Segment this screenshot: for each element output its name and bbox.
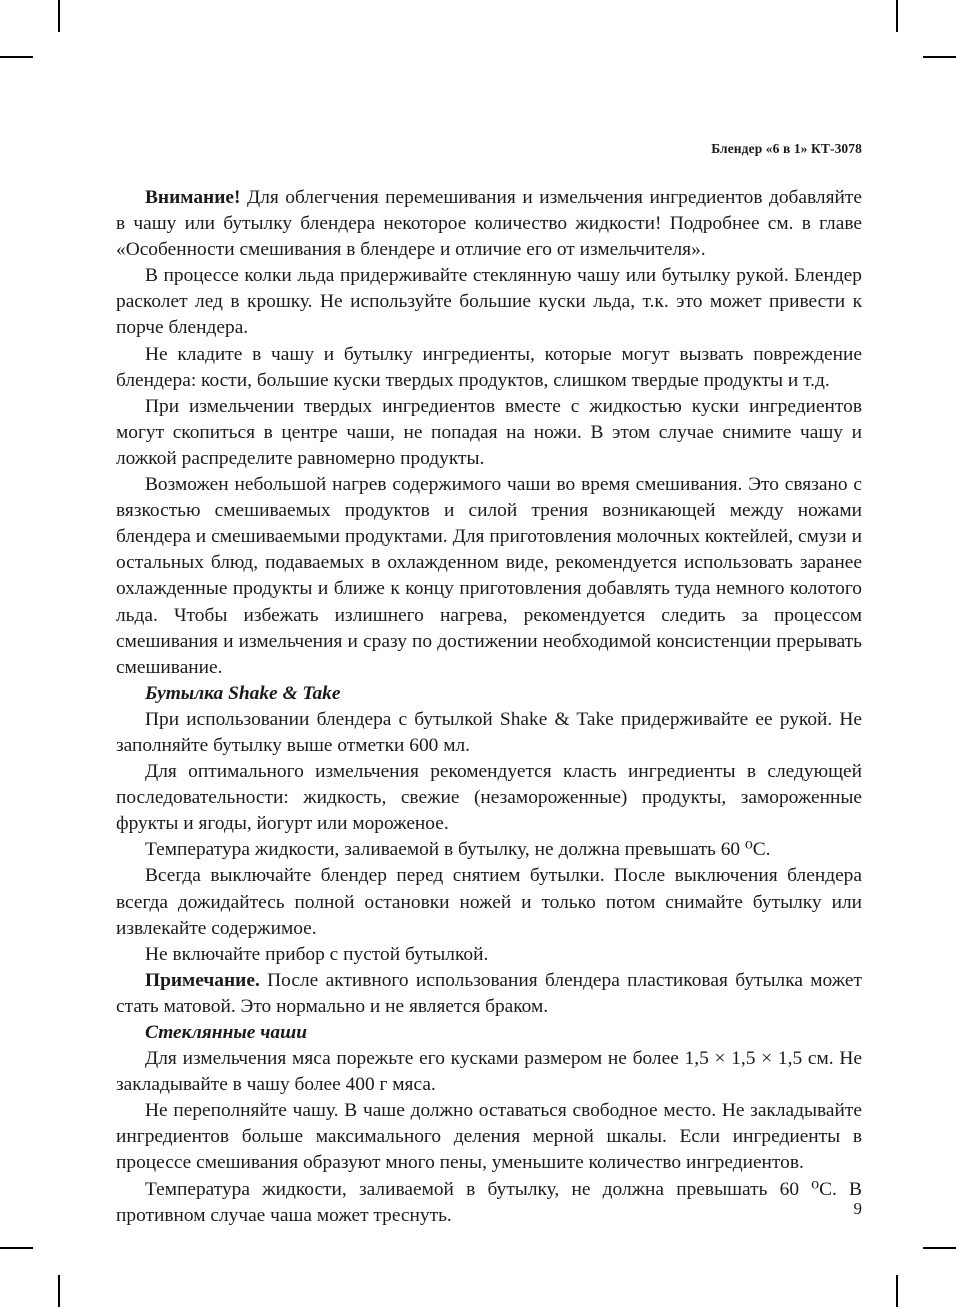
- paragraph-text: Для облегчения перемешивания и измельчения ингредиентов добавляйте в чашу или бутылку блендера некоторое количество жидкости! Подробнее см. в главе «Особенности смешивания в блендере и отличие его от измельчителя».: [116, 187, 862, 261]
- body-paragraph: Не включайте прибор с пустой бутылкой.: [145, 943, 489, 965]
- body-paragraph: В процессе колки льда придерживайте стеклянную чашу или бутылку рукой. Блендер расколет лед в крошку. Не используйте большие куски льда, т.к. это может привести к порче блендера.: [116, 265, 862, 339]
- body-paragraph: [116, 185, 862, 263]
- body-paragraph: Не кладите в чашу и бутылку ингредиенты, которые могут вызвать повреждение блендера: кости, большие куски твердых продуктов, слишком твердые продукты и т.д.: [116, 343, 862, 391]
- crop-mark-top-right-vertical: [896, 0, 898, 32]
- body-paragraph: Всегда выключайте блендер перед снятием бутылки. После выключения блендера всегда дожидайтесь полной остановки ножей и только потом снимайте бутылку или извлекайте содержимое.: [116, 865, 862, 939]
- paragraph-lead-in: Внимание!: [145, 187, 241, 208]
- running-head: Блендер «6 в 1» КТ-3078: [711, 141, 862, 156]
- section-subheading: Стеклянные чаши: [145, 1022, 308, 1043]
- crop-mark-top-right-horizontal: [923, 56, 956, 58]
- paragraph-lead-in: Примечание.: [145, 969, 260, 991]
- body-paragraph: Для оптимального измельчения рекомендуется класть ингредиенты в следующей последовательности: жидкость, свежие (незамороженные) продукты, замороженные фрукты и ягоды, йогурт или мороженое.: [116, 761, 862, 835]
- crop-mark-top-left-horizontal: [0, 56, 33, 58]
- page-number: 9: [853, 1199, 862, 1218]
- document-page: [116, 0, 862, 1307]
- paragraph-text: После активного использования блендера пластиковая бутылка может стать матовой. Это нормально и не является браком.: [116, 969, 862, 1017]
- body-paragraph: При измельчении твердых ингредиентов вместе с жидкостью куски ингредиентов могут скопиться в центре чаши, не попадая на ножи. В этом случае снимите чашу и ложкой распределите равномерно продукты.: [116, 395, 862, 469]
- crop-mark-bottom-left-horizontal: [0, 1247, 33, 1249]
- crop-mark-bottom-left-vertical: [58, 1275, 60, 1307]
- section-subheading: Бутылка Shake & Take: [145, 682, 341, 704]
- body-paragraph: Возможен небольшой нагрев содержимого чаши во время смешивания. Это связано с вязкостью смешиваемых продуктов и силой трения возникающей между ножами блендера и смешиваемыми продуктами. Для приготовления молочных коктейлей, смузи и остальных блюд, подаваемых в охлажденном виде, рекомендуется использовать заранее охлажденные продукты и ближе к концу приготовления добавлять туда немного колотого льда. Чтобы избежать излишнего нагрева, рекомендуется следить за процессом смешивания и измельчения и сразу по достижении необходимой консистенции прерывать смешивание.: [116, 474, 862, 678]
- crop-mark-top-left-vertical: [58, 0, 60, 32]
- body-paragraph: Температура жидкости, заливаемой в бутылку, не должна превышать 60 ⁰С.: [145, 839, 771, 861]
- crop-mark-bottom-right-horizontal: [923, 1247, 956, 1249]
- body-paragraph: Температура жидкости, заливаемой в бутылку, не должна превышать 60 ⁰С. В противном случае чаша может треснуть.: [116, 1178, 862, 1226]
- body-paragraph: Для измельчения мяса порежьте его кусками размером не более 1,5 × 1,5 × 1,5 см. Не закладывайте в чашу более 400 г мяса.: [116, 1048, 862, 1096]
- body-text-column: [116, 185, 862, 1229]
- body-paragraph: Не переполняйте чашу. В чаше должно оставаться свободное место. Не закладывайте ингредиентов больше максимального деления мерной шкалы. Если ингредиенты в процессе смешивания образуют много пены, уменьшите количество ингредиентов.: [116, 1100, 862, 1174]
- body-paragraph: При использовании блендера с бутылкой Shake & Take придерживайте ее рукой. Не заполняйте бутылку выше отметки 600 мл.: [116, 708, 862, 756]
- crop-mark-bottom-right-vertical: [896, 1275, 898, 1307]
- body-paragraph: [116, 968, 862, 1020]
